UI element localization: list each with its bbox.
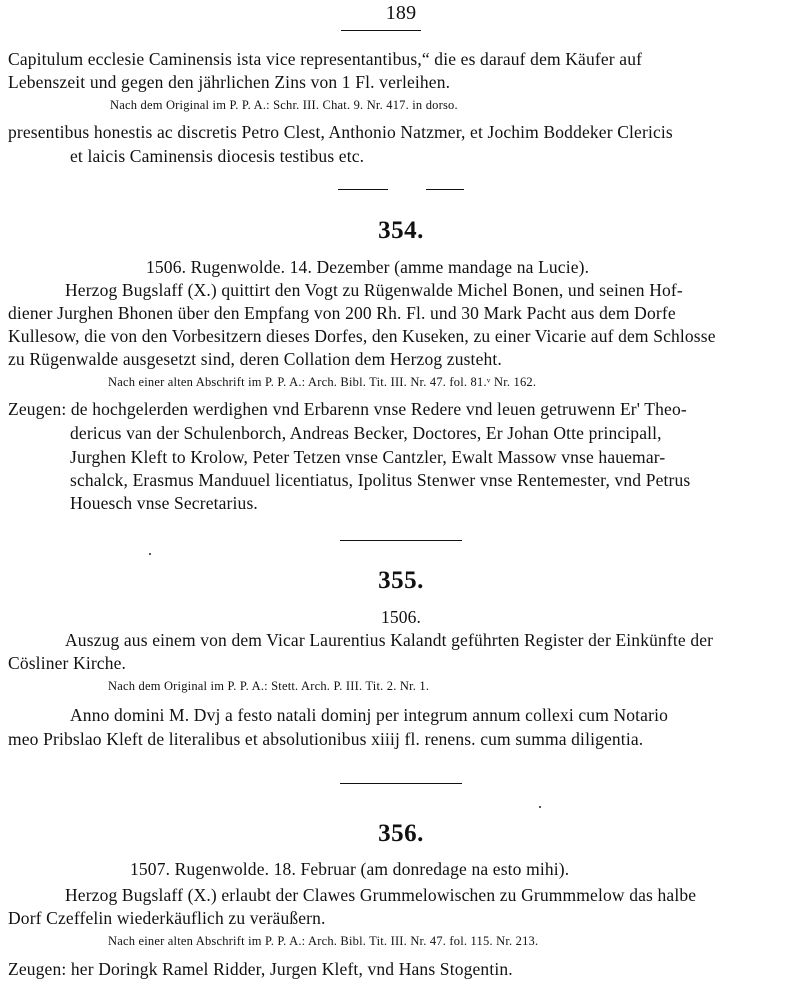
regest-line: diener Jurghen Bhonen über den Empfang von 200 Rh. Fl. und 30 Mark Pacht aus dem Dorfe: [8, 303, 676, 323]
speck: [149, 553, 151, 555]
source-note: Nach einer alten Abschrift im P. P. A.: Arch. Bibl. Tit. III. Nr. 47. fol. 115. Nr. 213.: [108, 934, 539, 948]
dateline: 1506.: [380, 607, 422, 627]
dateline: 1507. Rugenwolde. 18. Februar (am donredage na esto mihi).: [130, 859, 570, 879]
speck: [539, 806, 541, 808]
section-divider: [426, 189, 464, 190]
continuation-line: Lebenszeit und gegen den jährlichen Zins von 1 Fl. verleihen.: [8, 72, 451, 92]
continuation-line: Capitulum ecclesie Caminensis ista vice representantibus,“ die es darauf dem Käufer auf: [8, 49, 643, 69]
regest-line: Auszug aus einem von dem Vicar Laurentius Kalandt geführten Register der Einkünfte der: [65, 630, 714, 650]
page-number: 189: [385, 2, 417, 24]
regest-line: Cösliner Kirche.: [8, 653, 127, 673]
page-number-rule: [341, 30, 421, 31]
source-note: Nach einer alten Abschrift im P. P. A.: Arch. Bibl. Tit. III. Nr. 47. fol. 81.ᵛ Nr. 162.: [108, 375, 537, 389]
witness-line: schalck, Erasmus Manduuel licentiatus, Ipolitus Stenwer vnse Rentemester, vnd Petrus: [70, 470, 691, 490]
section-divider: [338, 189, 388, 190]
text-line: Anno domini M. Dvj a festo natali dominj per integrum annum collexi cum Notario: [70, 705, 668, 725]
regest-line: Herzog Bugslaff (X.) quittirt den Vogt zu Rügenwalde Michel Bonen, und seinen Hof-: [65, 280, 683, 300]
section-divider: [340, 783, 462, 784]
text-line: meo Pribslao Kleft de literalibus et absolutionibus xiiij fl. renens. cum summa diligentia.: [8, 729, 644, 749]
text-line: et laicis Caminensis diocesis testibus etc.: [70, 146, 365, 166]
source-note: Nach dem Original im P. P. A.: Schr. III. Chat. 9. Nr. 417. in dorso.: [110, 98, 458, 112]
source-note: Nach dem Original im P. P. A.: Stett. Arch. P. III. Tit. 2. Nr. 1.: [108, 679, 430, 693]
witness-line: dericus van der Schulenborch, Andreas Becker, Doctores, Er Johan Otte principall,: [70, 423, 662, 443]
text-line: presentibus honestis ac discretis Petro Clest, Anthonio Natzmer, et Jochim Boddeker Clericis: [8, 122, 673, 142]
witness-line: Zeugen: her Doringk Ramel Ridder, Jurgen Kleft, vnd Hans Stogentin.: [8, 959, 513, 979]
document-number: 354.: [378, 217, 424, 244]
document-number: 355.: [378, 567, 424, 594]
section-divider: [340, 540, 462, 541]
regest-line: zu Rügenwalde ausgesetzt sind, deren Collation dem Herzog zusteht.: [8, 349, 502, 369]
witness-line: Houesch vnse Secretarius.: [70, 493, 258, 513]
regest-line: Dorf Czeffelin wiederkäuflich zu veräußern.: [8, 908, 326, 928]
witness-line: Jurghen Kleft to Krolow, Peter Tetzen vnse Cantzler, Ewalt Massow vnse hauemar-: [70, 447, 666, 467]
regest-line: Kullesow, die von den Vorbesitzern dieses Dorfes, den Kuseken, zu einer Vicarie auf dem Schlosse: [8, 326, 716, 346]
dateline: 1506. Rugenwolde. 14. Dezember (amme mandage na Lucie).: [146, 257, 590, 277]
regest-line: Herzog Bugslaff (X.) erlaubt der Clawes Grummelowischen zu Grummmelow das halbe: [65, 885, 697, 905]
document-number: 356.: [378, 820, 424, 847]
witness-line: Zeugen: de hochgelerden werdighen vnd Erbarenn vnse Redere vnd leuen getruwenn Er' Theo-: [8, 399, 687, 419]
